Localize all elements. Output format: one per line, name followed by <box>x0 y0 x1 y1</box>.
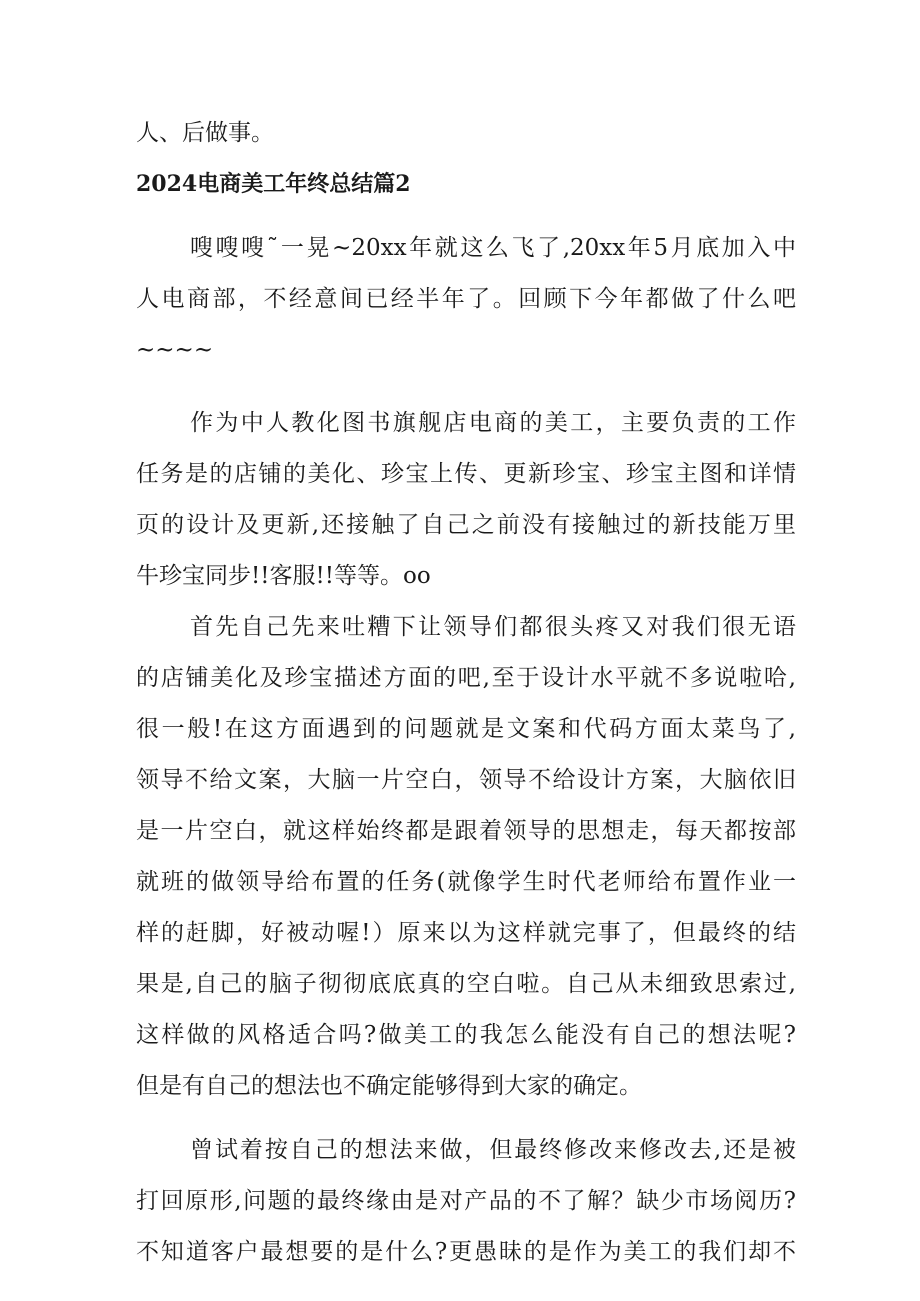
paragraph-line: 作为中人教化图书旗舰店电商的美工，主要负责的工作 <box>190 410 796 436</box>
paragraph-line: 嗖嗖嗖˜一晃~20xx年就这么飞了,20xx年5月底加入中 <box>190 235 796 261</box>
section-heading: 2024电商美工年终总结篇2 <box>136 171 411 197</box>
paragraph-line: 样的赶脚，好被动喔!）原来以为这样就完事了，但最终的结 <box>136 920 796 946</box>
paragraph-line: ~~~~ <box>136 337 214 363</box>
continuation-line: 人、后做事。 <box>136 120 274 146</box>
paragraph-line: 领导不给文案，大脑一片空白，领导不给设计方案，大脑依旧 <box>136 767 796 793</box>
paragraph-line: 首先自己先来吐糟下让领导们都很头疼又对我们很无语 <box>190 614 796 640</box>
paragraph-3 <box>136 602 796 1112</box>
paragraph-line: 打回原形,问题的最终缘由是对产品的不了解？缺少市场阅历? <box>136 1188 796 1214</box>
paragraph-line: 牛珍宝同步!!客服!!等等。oo <box>136 563 431 589</box>
paragraph-line: 这样做的风格适合吗?做美工的我怎么能没有自己的想法呢? <box>136 1022 796 1048</box>
paragraph-line: 但是有自己的想法也不确定能够得到大家的确定。 <box>136 1073 642 1099</box>
document-page <box>136 108 796 1278</box>
paragraph-line: 人电商部，不经意间已经半年了。回顾下今年都做了什么吧 <box>136 286 796 312</box>
paragraph-line: 果是,自己的脑子彻彻底底真的空白啦。自己从未细致思索过, <box>136 971 796 997</box>
paragraph-line: 不知道客户最想要的是什么?更愚昧的是作为美工的我们却不 <box>136 1239 796 1265</box>
paragraph-line: 就班的做领导给布置的任务(就像学生时代老师给布置作业一 <box>136 869 796 895</box>
paragraph-line: 很一般!在这方面遇到的问题就是文案和代码方面太菜鸟了, <box>136 716 796 742</box>
paragraph-line: 任务是的店铺的美化、珍宝上传、更新珍宝、珍宝主图和详情 <box>136 461 796 487</box>
paragraph-2 <box>136 398 796 602</box>
paragraph-line: 曾试着按自己的想法来做，但最终修改来修改去,还是被 <box>190 1137 796 1163</box>
paragraph-1 <box>136 223 796 376</box>
paragraph-4 <box>136 1125 796 1278</box>
paragraph-line: 的店铺美化及珍宝描述方面的吧,至于设计水平就不多说啦哈, <box>136 665 796 691</box>
paragraph-line: 是一片空白，就这样始终都是跟着领导的思想走，每天都按部 <box>136 818 796 844</box>
paragraph-line: 页的设计及更新,还接触了自己之前没有接触过的新技能万里 <box>136 512 796 538</box>
